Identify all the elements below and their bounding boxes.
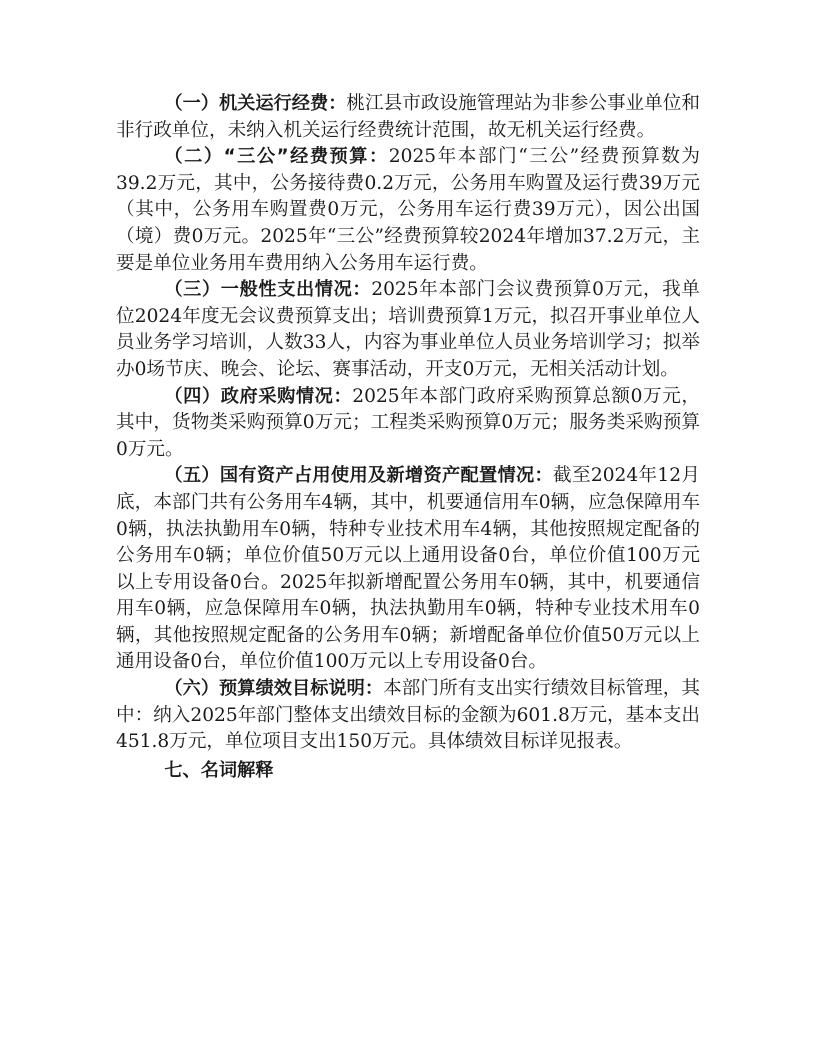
paragraph-government-procurement: [116, 384, 700, 464]
section-heading-glossary: [116, 758, 700, 785]
text-general-expenditure: 2025年本部门会议费预算0万元，我单位2024年度无会议费预算支出；培训费预算1万元，拟召开事业单位人员业务学习培训，人数33人，内容为事业单位人员业务培训学习；拟举办0场节庆、晚会、论坛、赛事活动，开支0万元，无相关活动计划。: [116, 279, 700, 380]
heading-three-public-expenses: （二）“三公”经费预算：: [164, 146, 389, 168]
heading-performance-goals: （六）预算绩效目标说明：: [164, 678, 384, 700]
text-operating-costs: 桃江县市政设施管理站为非参公事业单位和非行政单位，未纳入机关运行经费统计范围，故无机关运行经费。: [116, 93, 700, 141]
text-state-assets: 截至2024年12月底，本部门共有公务用车4辆，其中，机要通信用车0辆，应急保障用车0辆，执法执勤用车0辆，特种专业技术用车4辆，其他按照规定配备的公务用车0辆；单位价值50万元以上通用设备0台，单位价值100万元以上专用设备0台。2025年拟新增配置公务用车0辆，其中，机要通信用车0辆，应急保障用车0辆，执法执勤用车0辆，特种专业技术用车0辆，其他按照规定配备的公务用车0辆；新增配备单位价值50万元以上通用设备0台，单位价值100万元以上专用设备0台。: [116, 465, 700, 673]
paragraph-operating-costs: [116, 91, 700, 144]
text-three-public-expenses: 2025年本部门“三公”经费预算数为39.2万元，其中，公务接待费0.2万元，公务用车购置及运行费39万元（其中，公务用车购置费0万元，公务用车运行费39万元），因公出国（境）费0万元。2025年“三公”经费预算较2024年增加37.2万元，主要是单位业务用车费用纳入公务用车运行费。: [116, 146, 700, 274]
heading-operating-costs: （一）机关运行经费：: [164, 93, 347, 114]
text-performance-goals: 本部门所有支出实行绩效目标管理，其中：纳入2025年部门整体支出绩效目标的金额为601.8万元，基本支出451.8万元，单位项目支出150万元。具体绩效目标详见报表。: [116, 678, 700, 753]
paragraph-three-public-expenses: [116, 144, 700, 277]
paragraph-general-expenditure: [116, 277, 700, 383]
heading-state-assets: （五）国有资产占用使用及新增资产配置情况：: [164, 465, 554, 487]
text-government-procurement: 2025年本部门政府采购预算总额0万元，其中，货物类采购预算0万元；工程类采购预算0万元；服务类采购预算0万元。: [116, 385, 700, 460]
heading-government-procurement: （四）政府采购情况：: [164, 385, 353, 407]
section-heading-text: 七、名词解释: [164, 759, 274, 781]
paragraph-state-assets: [116, 463, 700, 676]
paragraph-performance-goals: [116, 676, 700, 756]
heading-general-expenditure: （三）一般性支出情况：: [164, 279, 372, 301]
document-page: [116, 91, 700, 784]
